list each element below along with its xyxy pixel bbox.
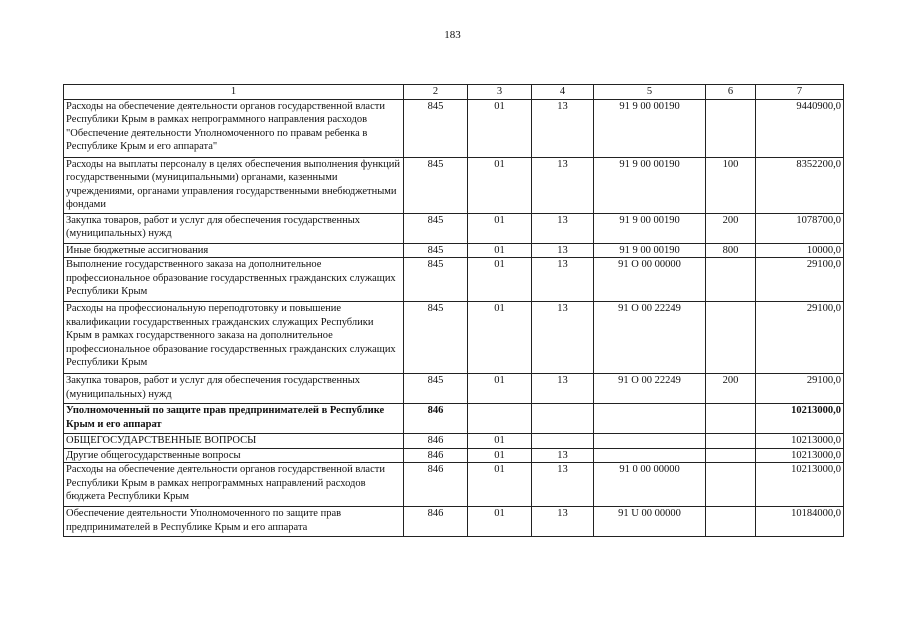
row-code: 845 <box>404 158 468 214</box>
row-target-article <box>594 404 706 434</box>
row-expense-type <box>706 302 756 374</box>
row-section: 01 <box>468 258 532 302</box>
table-row <box>64 434 844 448</box>
row-target-article: 91 0 00 00000 <box>594 463 706 507</box>
row-code: 845 <box>404 302 468 374</box>
row-amount: 10000,0 <box>756 244 844 258</box>
row-target-article: 91 9 00 00190 <box>594 214 706 244</box>
table-row <box>64 463 844 507</box>
row-code: 846 <box>404 434 468 448</box>
row-amount: 10213000,0 <box>756 448 844 462</box>
row-section: 01 <box>468 507 532 537</box>
table-row <box>64 404 844 434</box>
row-code: 846 <box>404 448 468 462</box>
row-target-article <box>594 448 706 462</box>
row-code: 845 <box>404 244 468 258</box>
table-row <box>64 100 844 158</box>
row-subsection: 13 <box>532 244 594 258</box>
row-target-article: 91 9 00 00190 <box>594 244 706 258</box>
row-name: Расходы на обеспечение деятельности органов государственной власти Республики Крым в рамках непрограммного направления расходов "Обеспечение деятельности Уполномоченного по правам ребенка в Республике Крым и его аппарата" <box>64 100 404 158</box>
row-expense-type <box>706 100 756 158</box>
row-code: 845 <box>404 258 468 302</box>
row-amount: 10213000,0 <box>756 434 844 448</box>
row-target-article: 91 О 00 00000 <box>594 258 706 302</box>
row-expense-type <box>706 463 756 507</box>
row-amount: 10213000,0 <box>756 463 844 507</box>
row-expense-type <box>706 258 756 302</box>
row-subsection: 13 <box>532 100 594 158</box>
table-row <box>64 507 844 537</box>
row-subsection: 13 <box>532 214 594 244</box>
row-subsection <box>532 404 594 434</box>
header-row <box>64 85 844 100</box>
row-subsection: 13 <box>532 258 594 302</box>
table-row <box>64 244 844 258</box>
row-amount: 10213000,0 <box>756 404 844 434</box>
row-section: 01 <box>468 100 532 158</box>
row-subsection: 13 <box>532 302 594 374</box>
row-section: 01 <box>468 214 532 244</box>
row-code: 845 <box>404 374 468 404</box>
col-header-5: 5 <box>594 85 706 100</box>
budget-table <box>63 84 844 537</box>
row-subsection: 13 <box>532 463 594 507</box>
col-header-3: 3 <box>468 85 532 100</box>
row-name: Уполномоченный по защите прав предпринимателей в Республике Крым и его аппарат <box>64 404 404 434</box>
page-number: 183 <box>444 29 461 41</box>
col-header-4: 4 <box>532 85 594 100</box>
row-name: Иные бюджетные ассигнования <box>64 244 404 258</box>
row-section: 01 <box>468 158 532 214</box>
row-code: 845 <box>404 100 468 158</box>
row-target-article: 91 9 00 00190 <box>594 100 706 158</box>
row-section: 01 <box>468 463 532 507</box>
row-subsection: 13 <box>532 374 594 404</box>
table-row <box>64 258 844 302</box>
row-section <box>468 404 532 434</box>
row-subsection <box>532 434 594 448</box>
row-code: 846 <box>404 463 468 507</box>
row-target-article: 91 9 00 00190 <box>594 158 706 214</box>
col-header-6: 6 <box>706 85 756 100</box>
row-code: 845 <box>404 214 468 244</box>
row-name: Другие общегосударственные вопросы <box>64 448 404 462</box>
row-expense-type: 800 <box>706 244 756 258</box>
row-section: 01 <box>468 302 532 374</box>
row-expense-type: 200 <box>706 214 756 244</box>
row-code: 846 <box>404 404 468 434</box>
row-expense-type: 200 <box>706 374 756 404</box>
col-header-2: 2 <box>404 85 468 100</box>
row-amount: 8352200,0 <box>756 158 844 214</box>
row-expense-type <box>706 507 756 537</box>
row-expense-type <box>706 434 756 448</box>
row-name: Обеспечение деятельности Уполномоченного по защите прав предпринимателей в Республике Крым и его аппарата <box>64 507 404 537</box>
row-expense-type <box>706 448 756 462</box>
row-name: ОБЩЕГОСУДАРСТВЕННЫЕ ВОПРОСЫ <box>64 434 404 448</box>
col-header-7: 7 <box>756 85 844 100</box>
row-code: 846 <box>404 507 468 537</box>
row-name: Расходы на профессиональную переподготовку и повышение квалификации государственных гражданских служащих Республики Крым в рамках государственного заказа на дополнительное профессиональное образование государственных гражданских служащих Республики Крым <box>64 302 404 374</box>
table-row <box>64 158 844 214</box>
row-subsection: 13 <box>532 158 594 214</box>
row-target-article: 91 О 00 22249 <box>594 374 706 404</box>
row-section: 01 <box>468 244 532 258</box>
row-amount: 9440900,0 <box>756 100 844 158</box>
row-amount: 1078700,0 <box>756 214 844 244</box>
row-section: 01 <box>468 434 532 448</box>
row-amount: 29100,0 <box>756 302 844 374</box>
row-subsection: 13 <box>532 448 594 462</box>
row-expense-type: 100 <box>706 158 756 214</box>
col-header-1: 1 <box>64 85 404 100</box>
row-name: Закупка товаров, работ и услуг для обеспечения государственных (муниципальных) нужд <box>64 374 404 404</box>
row-target-article <box>594 434 706 448</box>
table-row <box>64 448 844 462</box>
table-row <box>64 302 844 374</box>
row-name: Закупка товаров, работ и услуг для обеспечения государственных (муниципальных) нужд <box>64 214 404 244</box>
row-name: Расходы на обеспечение деятельности органов государственной власти Республики Крым в рамках непрограммных направлений расходов бюджета Республики Крым <box>64 463 404 507</box>
row-section: 01 <box>468 374 532 404</box>
row-amount: 10184000,0 <box>756 507 844 537</box>
row-section: 01 <box>468 448 532 462</box>
row-expense-type <box>706 404 756 434</box>
row-target-article: 91 О 00 22249 <box>594 302 706 374</box>
row-amount: 29100,0 <box>756 258 844 302</box>
table-row <box>64 374 844 404</box>
row-name: Выполнение государственного заказа на дополнительное профессиональное образование государственных гражданских служащих Республики Крым <box>64 258 404 302</box>
row-subsection: 13 <box>532 507 594 537</box>
table-row <box>64 214 844 244</box>
row-name: Расходы на выплаты персоналу в целях обеспечения выполнения функций государственными (муниципальными) органами, казенными учреждениями, органами управления государственными внебюджетными фондами <box>64 158 404 214</box>
row-amount: 29100,0 <box>756 374 844 404</box>
row-target-article: 91 U 00 00000 <box>594 507 706 537</box>
